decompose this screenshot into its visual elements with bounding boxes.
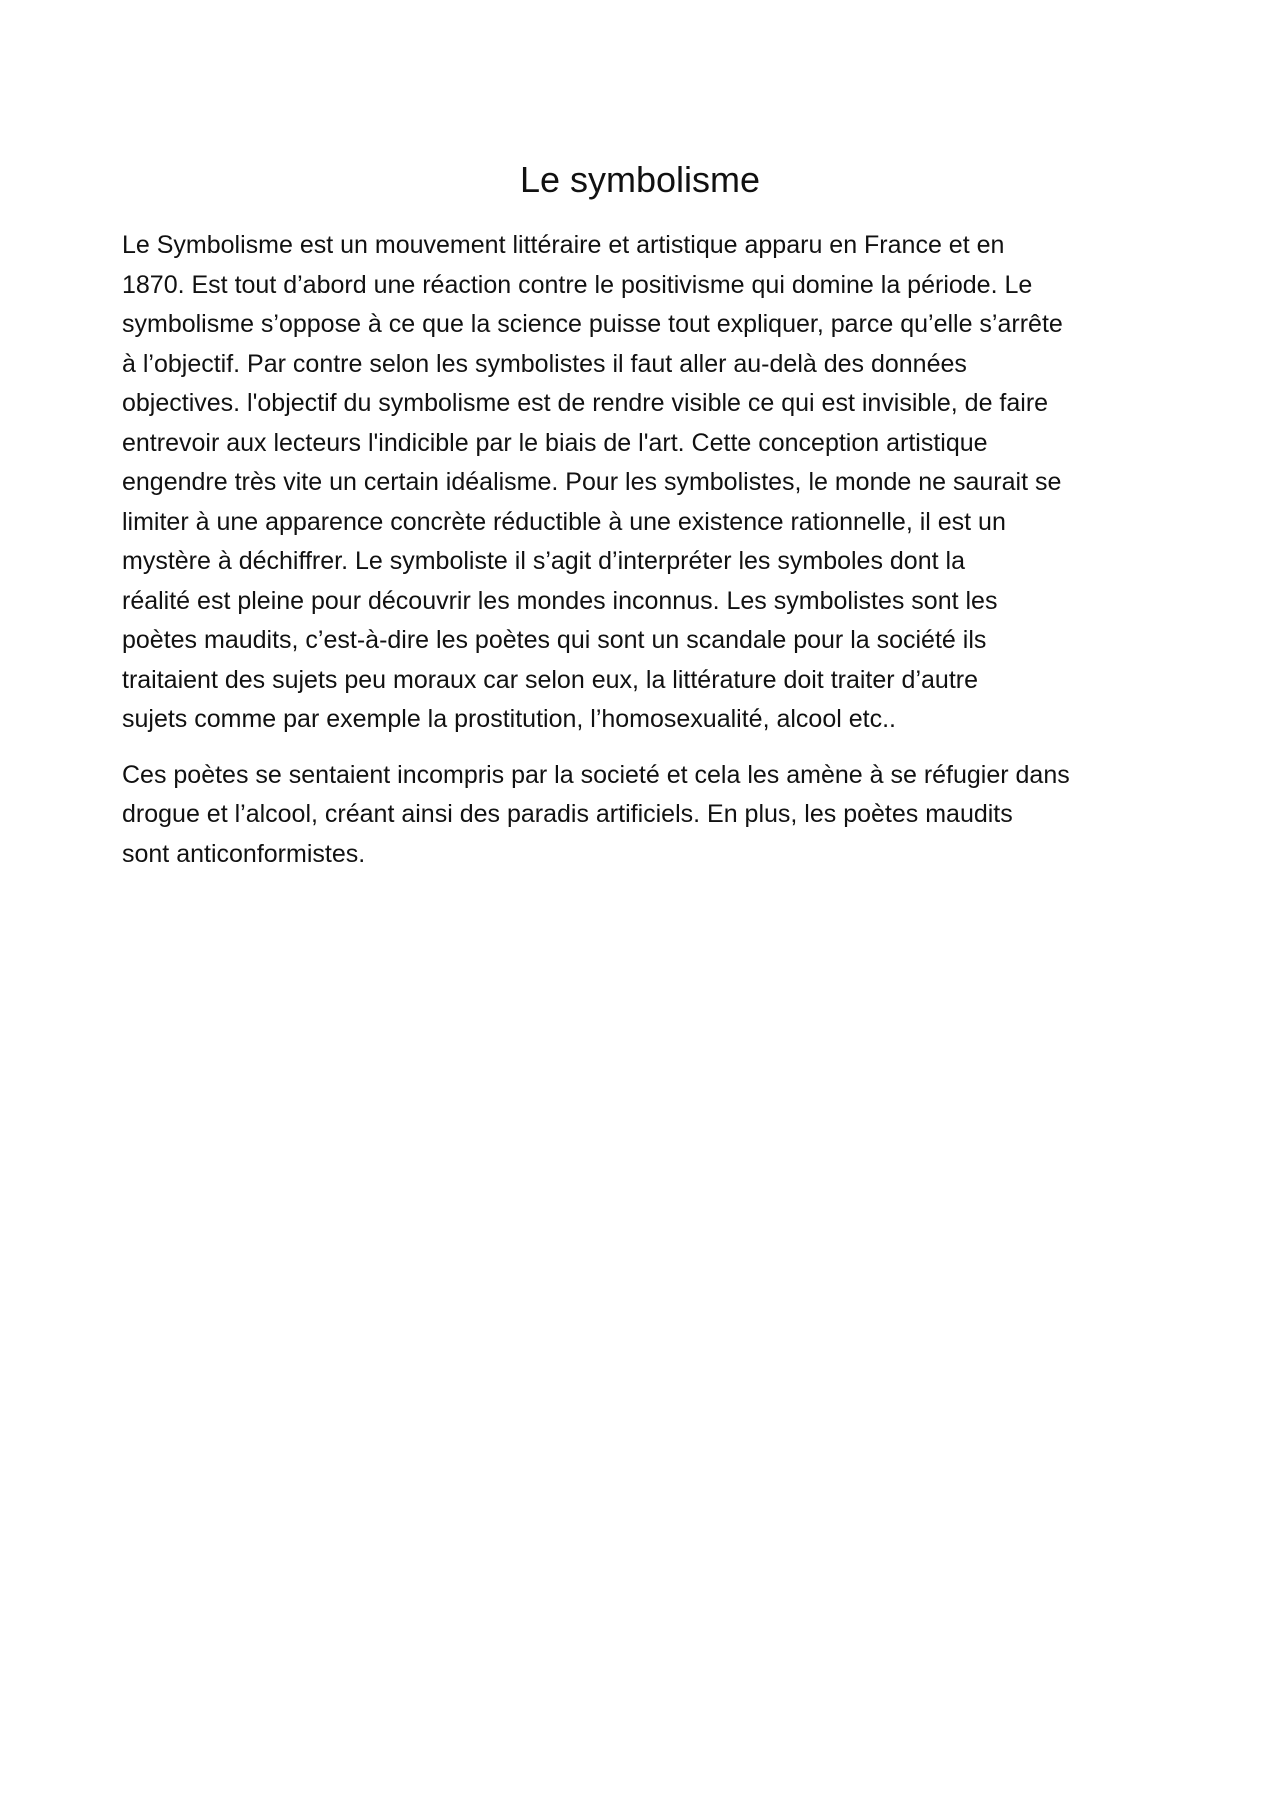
paragraph-line: entrevoir aux lecteurs l'indicible par le biais de l'art. Cette conception artistique	[122, 428, 988, 457]
paragraph-line: 1870. Est tout d’abord une réaction contre le positivisme qui domine la période. Le	[122, 270, 1033, 299]
paragraph-line: poètes maudits, c’est-à-dire les poètes qui sont un scandale pour la société ils	[122, 626, 987, 654]
paragraph-line: limiter à une apparence concrète réductible à une existence rationnelle, il est un	[122, 507, 1006, 536]
paragraph-2	[122, 756, 1167, 875]
paragraph-line: Le Symbolisme est un mouvement littéraire et artistique apparu en France et en	[122, 231, 1005, 259]
paragraph-line: symbolisme s’oppose à ce que la science puisse tout expliquer, parce qu’elle s’arrête	[122, 310, 1063, 338]
paragraph-line: sont anticonformistes.	[122, 839, 366, 868]
paragraph-line: mystère à déchiffrer. Le symboliste il s’agit d’interpréter les symboles dont la	[122, 547, 965, 575]
document-title: Le symbolisme	[519, 159, 761, 200]
paragraph-line: objectives. l'objectif du symbolisme est de rendre visible ce qui est invisible, de faire	[122, 389, 1049, 417]
paragraph-line: drogue et l’alcool, créant ainsi des paradis artificiels. En plus, les poètes maudits	[122, 800, 1013, 828]
paragraph-line: réalité est pleine pour découvrir les mondes inconnus. Les symbolistes sont les	[122, 586, 998, 615]
paragraph-line: sujets comme par exemple la prostitution, l’homosexualité, alcool etc..	[122, 705, 896, 733]
paragraph-line: engendre très vite un certain idéalisme. Pour les symbolistes, le monde ne saurait se	[122, 468, 1062, 496]
paragraph-1	[122, 226, 1167, 740]
paragraph-line: à l’objectif. Par contre selon les symbolistes il faut aller au-delà des données	[122, 349, 967, 378]
paragraph-line: traitaient des sujets peu moraux car selon eux, la littérature doit traiter d’autre	[122, 665, 978, 694]
document-body	[122, 226, 1167, 890]
paragraph-line: Ces poètes se sentaient incompris par la societé et cela les amène à se réfugier dans	[122, 760, 1070, 789]
